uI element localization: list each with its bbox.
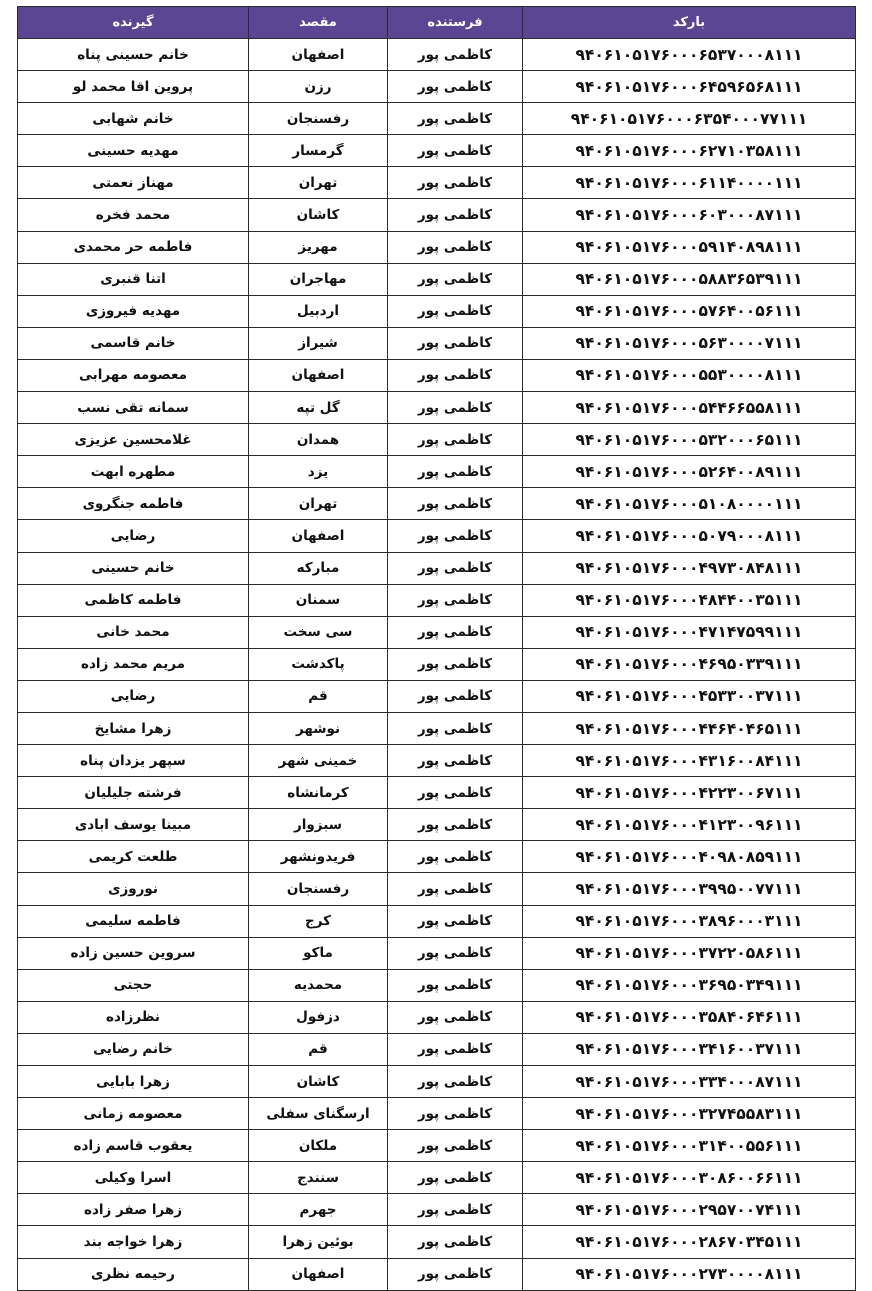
barcode-cell: ۹۴۰۶۱۰۵۱۷۶۰۰۰۶۳۵۴۰۰۰۷۷۱۱۱ <box>523 103 856 135</box>
shipment-table-sheet <box>17 6 855 1291</box>
table-row <box>18 745 856 777</box>
sender-cell: کاظمی پور <box>388 520 523 552</box>
recipient-cell: خانم قاسمی <box>18 327 249 359</box>
barcode-cell: ۹۴۰۶۱۰۵۱۷۶۰۰۰۲۷۳۰۰۰۰۸۱۱۱ <box>523 1258 856 1290</box>
sender-cell: کاظمی پور <box>388 937 523 969</box>
barcode-cell: ۹۴۰۶۱۰۵۱۷۶۰۰۰۵۹۱۴۰۸۹۸۱۱۱ <box>523 231 856 263</box>
table-row <box>18 456 856 488</box>
table-row <box>18 873 856 905</box>
sender-cell: کاظمی پور <box>388 552 523 584</box>
sender-cell: کاظمی پور <box>388 295 523 327</box>
table-body <box>18 39 856 1291</box>
destination-cell: رفسنجان <box>249 873 388 905</box>
sender-cell: کاظمی پور <box>388 1066 523 1098</box>
sender-cell: کاظمی پور <box>388 1001 523 1033</box>
table-row <box>18 809 856 841</box>
recipient-cell: محمد فخره <box>18 199 249 231</box>
barcode-cell: ۹۴۰۶۱۰۵۱۷۶۰۰۰۴۷۱۴۷۵۹۹۱۱۱ <box>523 616 856 648</box>
barcode-cell: ۹۴۰۶۱۰۵۱۷۶۰۰۰۶۰۳۰۰۰۸۷۱۱۱ <box>523 199 856 231</box>
table-row <box>18 1033 856 1065</box>
table-row <box>18 648 856 680</box>
recipient-cell: فاطمه جنگروی <box>18 488 249 520</box>
barcode-cell: ۹۴۰۶۱۰۵۱۷۶۰۰۰۳۷۲۲۰۵۸۶۱۱۱ <box>523 937 856 969</box>
barcode-cell: ۹۴۰۶۱۰۵۱۷۶۰۰۰۴۲۲۳۰۰۶۷۱۱۱ <box>523 777 856 809</box>
table-row <box>18 1226 856 1258</box>
barcode-cell: ۹۴۰۶۱۰۵۱۷۶۰۰۰۵۰۷۹۰۰۰۸۱۱۱ <box>523 520 856 552</box>
table-row <box>18 167 856 199</box>
sender-cell: کاظمی پور <box>388 1258 523 1290</box>
destination-cell: یزد <box>249 456 388 488</box>
destination-cell: محمدیه <box>249 969 388 1001</box>
sender-cell: کاظمی پور <box>388 1098 523 1130</box>
recipient-cell: اتنا قنبری <box>18 263 249 295</box>
table-row <box>18 1001 856 1033</box>
table-row <box>18 905 856 937</box>
table-row <box>18 71 856 103</box>
recipient-cell: خانم حسینی <box>18 552 249 584</box>
table-row <box>18 199 856 231</box>
table-row <box>18 392 856 424</box>
destination-cell: اصفهان <box>249 1258 388 1290</box>
destination-cell: قم <box>249 680 388 712</box>
destination-cell: سی سخت <box>249 616 388 648</box>
destination-cell: اصفهان <box>249 359 388 391</box>
sender-cell: کاظمی پور <box>388 905 523 937</box>
sender-cell: کاظمی پور <box>388 231 523 263</box>
recipient-cell: فاطمه کاظمی <box>18 584 249 616</box>
sender-cell: کاظمی پور <box>388 1162 523 1194</box>
table-row <box>18 1194 856 1226</box>
barcode-cell: ۹۴۰۶۱۰۵۱۷۶۰۰۰۴۶۹۵۰۳۳۹۱۱۱ <box>523 648 856 680</box>
destination-cell: قم <box>249 1033 388 1065</box>
recipient-cell: خانم رضایی <box>18 1033 249 1065</box>
barcode-cell: ۹۴۰۶۱۰۵۱۷۶۰۰۰۴۹۷۳۰۸۴۸۱۱۱ <box>523 552 856 584</box>
destination-cell: ملکان <box>249 1130 388 1162</box>
shipment-table <box>17 6 856 1291</box>
barcode-cell: ۹۴۰۶۱۰۵۱۷۶۰۰۰۴۰۹۸۰۸۵۹۱۱۱ <box>523 841 856 873</box>
sender-cell: کاظمی پور <box>388 488 523 520</box>
destination-cell: اصفهان <box>249 520 388 552</box>
barcode-cell: ۹۴۰۶۱۰۵۱۷۶۰۰۰۶۲۷۱۰۳۵۸۱۱۱ <box>523 135 856 167</box>
sender-cell: کاظمی پور <box>388 392 523 424</box>
destination-cell: مهریز <box>249 231 388 263</box>
recipient-cell: رضایی <box>18 680 249 712</box>
table-row <box>18 777 856 809</box>
destination-cell: اصفهان <box>249 39 388 71</box>
recipient-cell: حجتی <box>18 969 249 1001</box>
recipient-cell: مریم محمد زاده <box>18 648 249 680</box>
table-row <box>18 1066 856 1098</box>
recipient-cell: زهرا مشایخ <box>18 712 249 744</box>
barcode-cell: ۹۴۰۶۱۰۵۱۷۶۰۰۰۳۸۹۶۰۰۰۳۱۱۱ <box>523 905 856 937</box>
destination-cell: مهاجران <box>249 263 388 295</box>
destination-cell: گرمسار <box>249 135 388 167</box>
destination-cell: تهران <box>249 167 388 199</box>
destination-cell: پاکدشت <box>249 648 388 680</box>
recipient-cell: مهدیه حسینی <box>18 135 249 167</box>
sender-cell: کاظمی پور <box>388 841 523 873</box>
recipient-cell: مطهره ابهت <box>18 456 249 488</box>
table-row <box>18 424 856 456</box>
sender-cell: کاظمی پور <box>388 712 523 744</box>
recipient-cell: سروین حسین زاده <box>18 937 249 969</box>
table-row <box>18 359 856 391</box>
sender-cell: کاظمی پور <box>388 616 523 648</box>
table-row <box>18 39 856 71</box>
barcode-cell: ۹۴۰۶۱۰۵۱۷۶۰۰۰۵۵۳۰۰۰۰۸۱۱۱ <box>523 359 856 391</box>
table-row <box>18 263 856 295</box>
barcode-cell: ۹۴۰۶۱۰۵۱۷۶۰۰۰۵۶۳۰۰۰۰۷۱۱۱ <box>523 327 856 359</box>
header-recipient: گیرنده <box>18 7 249 39</box>
recipient-cell: سمانه تقی نسب <box>18 392 249 424</box>
barcode-cell: ۹۴۰۶۱۰۵۱۷۶۰۰۰۶۱۱۴۰۰۰۰۱۱۱ <box>523 167 856 199</box>
sender-cell: کاظمی پور <box>388 167 523 199</box>
destination-cell: سمنان <box>249 584 388 616</box>
destination-cell: ارسگنای سفلی <box>249 1098 388 1130</box>
table-row <box>18 520 856 552</box>
sender-cell: کاظمی پور <box>388 680 523 712</box>
table-row <box>18 488 856 520</box>
destination-cell: نوشهر <box>249 712 388 744</box>
recipient-cell: فاطمه سلیمی <box>18 905 249 937</box>
table-row <box>18 552 856 584</box>
recipient-cell: نوروزی <box>18 873 249 905</box>
destination-cell: کرج <box>249 905 388 937</box>
barcode-cell: ۹۴۰۶۱۰۵۱۷۶۰۰۰۵۱۰۸۰۰۰۰۱۱۱ <box>523 488 856 520</box>
table-row <box>18 1098 856 1130</box>
destination-cell: همدان <box>249 424 388 456</box>
barcode-cell: ۹۴۰۶۱۰۵۱۷۶۰۰۰۲۸۶۷۰۳۴۵۱۱۱ <box>523 1226 856 1258</box>
sender-cell: کاظمی پور <box>388 745 523 777</box>
destination-cell: دزفول <box>249 1001 388 1033</box>
barcode-cell: ۹۴۰۶۱۰۵۱۷۶۰۰۰۳۹۹۵۰۰۷۷۱۱۱ <box>523 873 856 905</box>
destination-cell: اردبیل <box>249 295 388 327</box>
destination-cell: کاشان <box>249 199 388 231</box>
barcode-cell: ۹۴۰۶۱۰۵۱۷۶۰۰۰۵۳۲۰۰۰۶۵۱۱۱ <box>523 424 856 456</box>
sender-cell: کاظمی پور <box>388 1226 523 1258</box>
recipient-cell: زهرا صفر زاده <box>18 1194 249 1226</box>
sender-cell: کاظمی پور <box>388 263 523 295</box>
destination-cell: گل تپه <box>249 392 388 424</box>
sender-cell: کاظمی پور <box>388 71 523 103</box>
recipient-cell: مهناز نعمتی <box>18 167 249 199</box>
recipient-cell: زهرا بابایی <box>18 1066 249 1098</box>
sender-cell: کاظمی پور <box>388 424 523 456</box>
recipient-cell: معصومه مهرابی <box>18 359 249 391</box>
recipient-cell: طلعت کریمی <box>18 841 249 873</box>
destination-cell: کرمانشاه <box>249 777 388 809</box>
sender-cell: کاظمی پور <box>388 648 523 680</box>
barcode-cell: ۹۴۰۶۱۰۵۱۷۶۰۰۰۴۵۳۳۰۰۳۷۱۱۱ <box>523 680 856 712</box>
destination-cell: ماکو <box>249 937 388 969</box>
sender-cell: کاظمی پور <box>388 39 523 71</box>
sender-cell: کاظمی پور <box>388 1130 523 1162</box>
sender-cell: کاظمی پور <box>388 873 523 905</box>
barcode-cell: ۹۴۰۶۱۰۵۱۷۶۰۰۰۶۵۳۷۰۰۰۸۱۱۱ <box>523 39 856 71</box>
recipient-cell: زهرا خواجه بند <box>18 1226 249 1258</box>
table-header <box>18 7 856 39</box>
table-row <box>18 327 856 359</box>
barcode-cell: ۹۴۰۶۱۰۵۱۷۶۰۰۰۳۴۱۶۰۰۳۷۱۱۱ <box>523 1033 856 1065</box>
barcode-cell: ۹۴۰۶۱۰۵۱۷۶۰۰۰۳۲۷۴۵۵۸۳۱۱۱ <box>523 1098 856 1130</box>
recipient-cell: مهدیه فیروزی <box>18 295 249 327</box>
sender-cell: کاظمی پور <box>388 199 523 231</box>
barcode-cell: ۹۴۰۶۱۰۵۱۷۶۰۰۰۵۴۴۶۶۵۵۸۱۱۱ <box>523 392 856 424</box>
barcode-cell: ۹۴۰۶۱۰۵۱۷۶۰۰۰۴۴۶۴۰۴۶۵۱۱۱ <box>523 712 856 744</box>
sender-cell: کاظمی پور <box>388 327 523 359</box>
recipient-cell: فاطمه حر محمدی <box>18 231 249 263</box>
table-row <box>18 937 856 969</box>
barcode-cell: ۹۴۰۶۱۰۵۱۷۶۰۰۰۴۳۱۶۰۰۸۴۱۱۱ <box>523 745 856 777</box>
table-row <box>18 712 856 744</box>
destination-cell: سنندج <box>249 1162 388 1194</box>
recipient-cell: مبینا یوسف ابادی <box>18 809 249 841</box>
destination-cell: مبارکه <box>249 552 388 584</box>
barcode-cell: ۹۴۰۶۱۰۵۱۷۶۰۰۰۲۹۵۷۰۰۷۴۱۱۱ <box>523 1194 856 1226</box>
destination-cell: سبزوار <box>249 809 388 841</box>
recipient-cell: پروین اقا محمد لو <box>18 71 249 103</box>
sender-cell: کاظمی پور <box>388 1194 523 1226</box>
header-destination: مقصد <box>249 7 388 39</box>
barcode-cell: ۹۴۰۶۱۰۵۱۷۶۰۰۰۴۸۴۴۰۰۳۵۱۱۱ <box>523 584 856 616</box>
sender-cell: کاظمی پور <box>388 359 523 391</box>
sender-cell: کاظمی پور <box>388 103 523 135</box>
barcode-cell: ۹۴۰۶۱۰۵۱۷۶۰۰۰۳۵۸۴۰۶۴۶۱۱۱ <box>523 1001 856 1033</box>
sender-cell: کاظمی پور <box>388 969 523 1001</box>
barcode-cell: ۹۴۰۶۱۰۵۱۷۶۰۰۰۳۰۸۶۰۰۶۶۱۱۱ <box>523 1162 856 1194</box>
destination-cell: رفسنجان <box>249 103 388 135</box>
destination-cell: شیراز <box>249 327 388 359</box>
table-row <box>18 584 856 616</box>
table-row <box>18 135 856 167</box>
header-barcode: بارکد <box>523 7 856 39</box>
table-row <box>18 295 856 327</box>
destination-cell: کاشان <box>249 1066 388 1098</box>
table-row <box>18 680 856 712</box>
sender-cell: کاظمی پور <box>388 584 523 616</box>
sender-cell: کاظمی پور <box>388 135 523 167</box>
table-row <box>18 1162 856 1194</box>
barcode-cell: ۹۴۰۶۱۰۵۱۷۶۰۰۰۳۳۴۰۰۰۸۷۱۱۱ <box>523 1066 856 1098</box>
header-row <box>18 7 856 39</box>
sender-cell: کاظمی پور <box>388 809 523 841</box>
table-row <box>18 841 856 873</box>
header-sender: فرستنده <box>388 7 523 39</box>
barcode-cell: ۹۴۰۶۱۰۵۱۷۶۰۰۰۵۷۶۴۰۰۵۶۱۱۱ <box>523 295 856 327</box>
recipient-cell: معصومه زمانی <box>18 1098 249 1130</box>
recipient-cell: فرشته جلیلیان <box>18 777 249 809</box>
table-row <box>18 103 856 135</box>
recipient-cell: محمد خانی <box>18 616 249 648</box>
table-row <box>18 1258 856 1290</box>
recipient-cell: رضایی <box>18 520 249 552</box>
destination-cell: رزن <box>249 71 388 103</box>
barcode-cell: ۹۴۰۶۱۰۵۱۷۶۰۰۰۶۴۵۹۶۵۶۸۱۱۱ <box>523 71 856 103</box>
table-row <box>18 1130 856 1162</box>
destination-cell: فریدونشهر <box>249 841 388 873</box>
barcode-cell: ۹۴۰۶۱۰۵۱۷۶۰۰۰۵۲۶۴۰۰۸۹۱۱۱ <box>523 456 856 488</box>
destination-cell: جهرم <box>249 1194 388 1226</box>
sender-cell: کاظمی پور <box>388 456 523 488</box>
table-row <box>18 616 856 648</box>
recipient-cell: نظرزاده <box>18 1001 249 1033</box>
recipient-cell: رحیمه نظری <box>18 1258 249 1290</box>
sender-cell: کاظمی پور <box>388 1033 523 1065</box>
recipient-cell: غلامحسین عزیزی <box>18 424 249 456</box>
sender-cell: کاظمی پور <box>388 777 523 809</box>
recipient-cell: یعقوب قاسم زاده <box>18 1130 249 1162</box>
barcode-cell: ۹۴۰۶۱۰۵۱۷۶۰۰۰۳۱۴۰۰۵۵۶۱۱۱ <box>523 1130 856 1162</box>
recipient-cell: اسرا وکیلی <box>18 1162 249 1194</box>
recipient-cell: خانم حسینی پناه <box>18 39 249 71</box>
barcode-cell: ۹۴۰۶۱۰۵۱۷۶۰۰۰۳۶۹۵۰۳۴۹۱۱۱ <box>523 969 856 1001</box>
table-row <box>18 969 856 1001</box>
recipient-cell: خانم شهابی <box>18 103 249 135</box>
destination-cell: خمینی شهر <box>249 745 388 777</box>
destination-cell: بوئین زهرا <box>249 1226 388 1258</box>
barcode-cell: ۹۴۰۶۱۰۵۱۷۶۰۰۰۴۱۲۳۰۰۹۶۱۱۱ <box>523 809 856 841</box>
recipient-cell: سپهر یزدان پناه <box>18 745 249 777</box>
table-row <box>18 231 856 263</box>
barcode-cell: ۹۴۰۶۱۰۵۱۷۶۰۰۰۵۸۸۳۶۵۳۹۱۱۱ <box>523 263 856 295</box>
destination-cell: تهران <box>249 488 388 520</box>
